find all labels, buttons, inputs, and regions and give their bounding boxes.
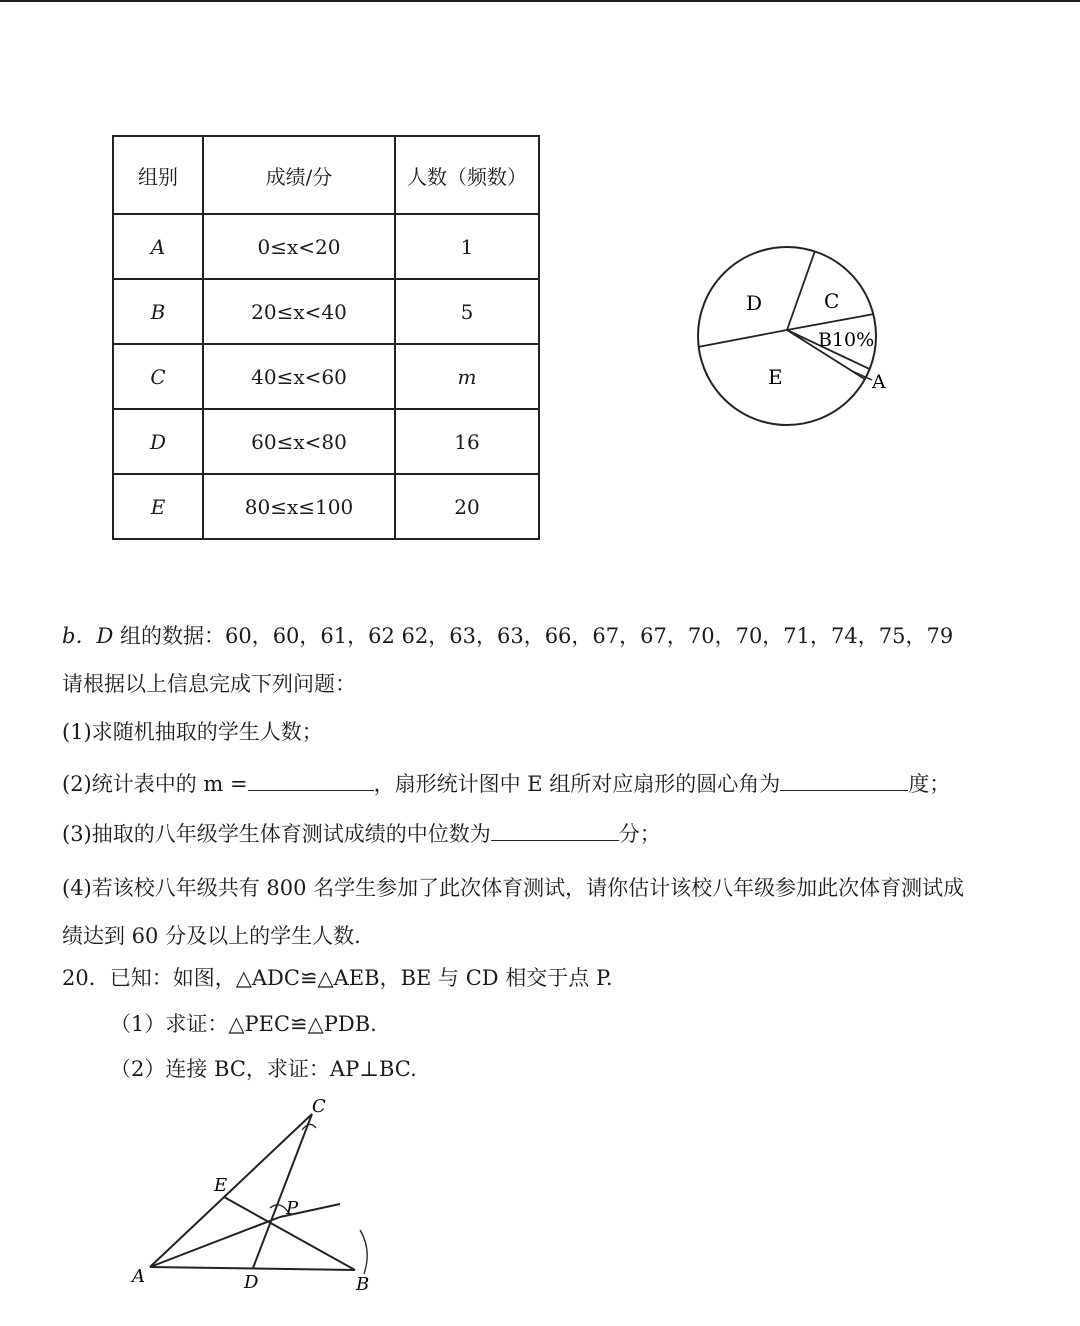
cell-range: 20≤x<40	[203, 279, 395, 344]
pie-label-D: D	[746, 291, 763, 315]
table-row	[113, 409, 539, 474]
answer-blank-angle[interactable]	[780, 770, 908, 791]
question-2-part-b: ，扇形统计图中 E 组所对应扇形的圆心角为	[373, 772, 781, 796]
cell-range: 40≤x<60	[203, 344, 395, 409]
cell-count: 5	[395, 279, 539, 344]
question-2-part-a: (2)统计表中的 m =	[62, 772, 248, 796]
question-1: (1)求随机抽取的学生人数；	[62, 720, 323, 744]
segment-AC	[150, 1114, 312, 1267]
problem-20-part-1: （1）求证：△PEC≌△PDB.	[110, 1012, 377, 1036]
data-line-values: 组的数据：60，60，61，62 62，63，63，66，67，67，70，70，71，74，75，79	[113, 624, 954, 648]
cell-count: m	[395, 344, 539, 409]
question-3-part-a: (3)抽取的八年级学生体育测试成绩的中位数为	[62, 822, 491, 846]
cell-range: 0≤x<20	[203, 214, 395, 279]
pie-slice-boundary-C	[787, 314, 873, 330]
answer-blank-median[interactable]	[491, 820, 619, 841]
geometry-figure	[120, 1090, 400, 1300]
frequency-table	[112, 135, 540, 540]
table-header-row	[113, 136, 539, 214]
cell-count: 16	[395, 409, 539, 474]
pie-label-E: E	[768, 365, 783, 389]
cell-group: D	[113, 409, 203, 474]
question-3	[62, 818, 661, 848]
pie-slice-boundary-D	[787, 251, 815, 330]
point-label-P: P	[286, 1198, 299, 1219]
table-row	[113, 474, 539, 539]
point-label-C: C	[312, 1096, 326, 1117]
cell-range: 80≤x≤100	[203, 474, 395, 539]
pie-chart	[680, 240, 910, 440]
d-group-data-line	[62, 620, 953, 650]
segment-DC	[253, 1114, 312, 1268]
data-line-group: D	[96, 624, 114, 648]
question-4-line-1: (4)若该校八年级共有 800 名学生参加了此次体育测试，请你估计该校八年级参加此次体育测试成	[62, 876, 965, 900]
question-4-line-2: 绩达到 60 分及以上的学生人数.	[62, 924, 361, 948]
cell-count: 1	[395, 214, 539, 279]
answer-blank-m[interactable]	[248, 770, 374, 791]
cell-group: C	[113, 344, 203, 409]
pie-slice-boundary-E	[699, 330, 787, 347]
table-row	[113, 344, 539, 409]
data-line-prefix: b．	[62, 624, 97, 648]
problem-20: 20．已知：如图，△ADC≌△AEB，BE 与 CD 相交于点 P.	[62, 966, 613, 990]
table-row	[113, 279, 539, 344]
problem-20-part-2: （2）连接 BC，求证：AP⊥BC.	[110, 1057, 417, 1081]
segment-AP	[150, 1217, 280, 1267]
header-group: 组别	[113, 136, 203, 214]
cell-count: 20	[395, 474, 539, 539]
page-top-border	[0, 0, 1080, 2]
cell-group: E	[113, 474, 203, 539]
question-2	[62, 768, 950, 798]
point-label-E: E	[214, 1175, 228, 1196]
question-2-part-c: 度；	[908, 772, 951, 796]
instruction-text: 请根据以上信息完成下列问题：	[62, 672, 356, 696]
mark-arc-C	[302, 1124, 316, 1130]
point-label-D: D	[244, 1272, 259, 1293]
mark-arc-B	[360, 1230, 367, 1274]
cell-group: B	[113, 279, 203, 344]
point-label-B: B	[356, 1274, 370, 1295]
pie-label-C: C	[824, 289, 840, 313]
header-score: 成绩/分	[203, 136, 395, 214]
point-label-A: A	[132, 1266, 145, 1287]
pie-label-A: A	[872, 371, 886, 393]
pie-label-B: B10%	[818, 329, 875, 351]
question-3-part-b: 分；	[618, 822, 661, 846]
cell-range: 60≤x<80	[203, 409, 395, 474]
table-row	[113, 214, 539, 279]
header-count: 人数（频数）	[395, 136, 539, 214]
cell-group: A	[113, 214, 203, 279]
